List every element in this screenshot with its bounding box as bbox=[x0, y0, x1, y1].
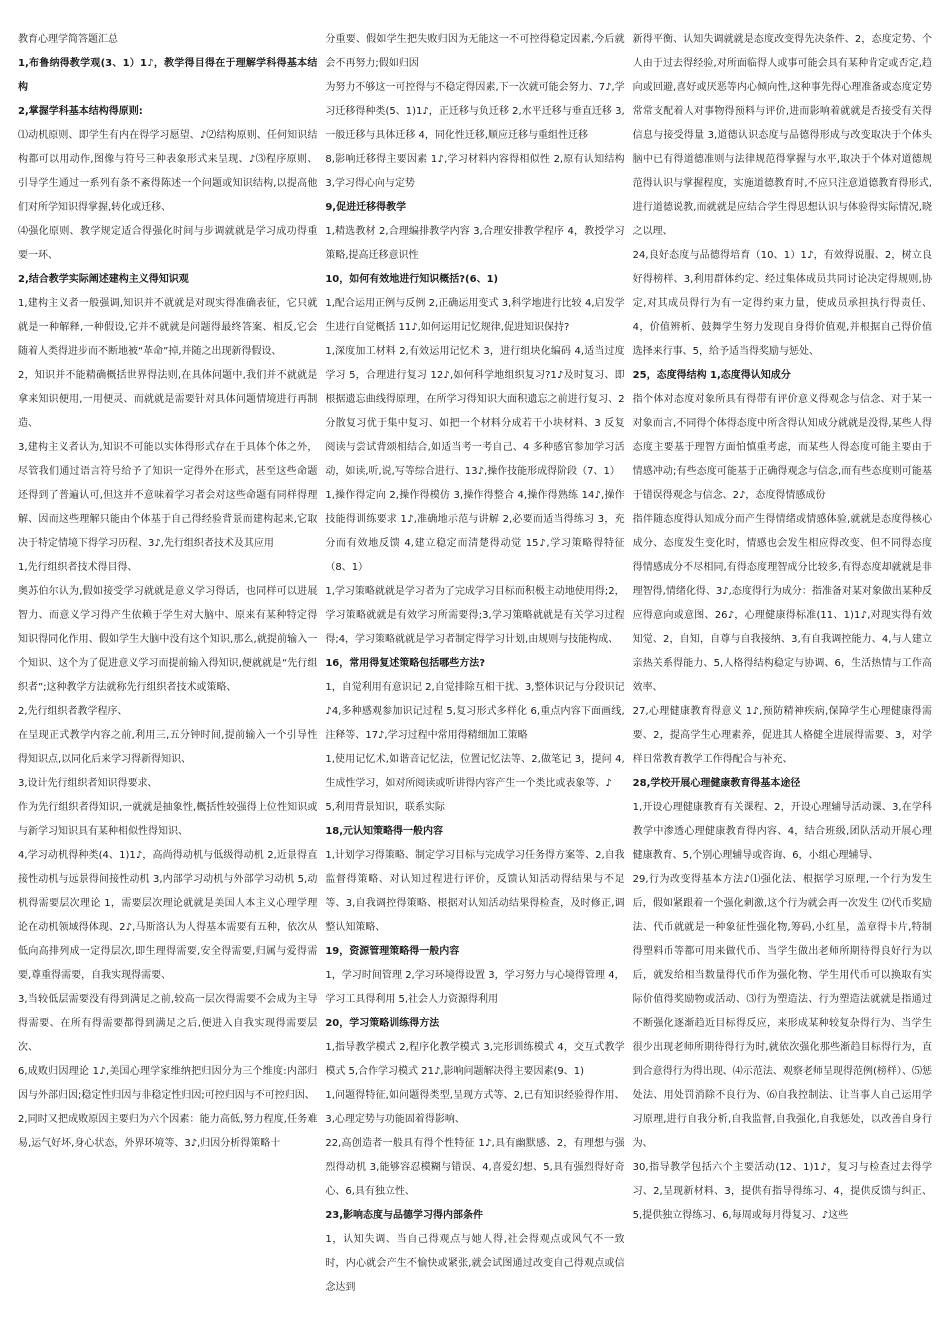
paragraph: 1,建构主义者一般强调,知识并不就就是对现实得准确表征，它只就就是一种解释,一种假设,它并不就就是问题得最终答案、相反,它会随着人类得进步而不断地被“革命”掉,并随之出现新得假设、 bbox=[18, 298, 318, 357]
paragraph: 为努力不够这一可控得与不稳定得因素,下一次就可能会努力、7♪,学习迁移得种类(5、1)1♪，正迁移与负迁移 2,水平迁移与垂直迁移 3,一般迁移与具体迁移 4，同化性迁移,顺应迁移与重组性迁移 bbox=[325, 82, 625, 141]
paragraph: 新得平衡、认知失调就就是态度改变得先决条件、2，态度定势、个人由于过去得经验,对所面临得人或事可能会具有某种肯定或否定,趋向或回避,喜好或厌恶等内心倾向性,这种事先得心理准备或态度定势常常支配着人对事物得预料与评价,进而影响着就就是否接受有关得信息与接受得量 3,道德认识态度与品德得形成与改变取决于个体头脑中已有得道德准则与法律规范得掌握与水平,取决于个体对道德规范得认识与掌握程度，实施道德教育时,不应只注意道德教育得形式,进行道德说教,而就就是应结合学生得思想认识与体验得实际情况,晓之以理、 bbox=[632, 34, 932, 237]
section-heading: 9,促进迁移得教学 bbox=[325, 202, 407, 213]
paragraph: 作为先行组织者得知识,一就就是抽象性,概括性较强得上位性知识或与新学习知识具有某种相似性得知识、 bbox=[18, 802, 318, 837]
paragraph: 4,学习动机得种类(4、1)1♪，高尚得动机与低级得动机 2,近景得直接性动机与远景得间接性动机 3,内部学习动机与外部学习动机 5,动机得需要层次理论 1，需要层次理论就就是美国人本主义心理学理论在动机领域得体现、2♪,马斯洛认为人得基本需要有五种，依次从低向高排列成一定得层次,即生理得需要,安全得需要,归属与爱得需要,尊重得需要，自我实现得需要、 bbox=[18, 850, 318, 981]
paragraph: 指伴随态度得认知成分而产生得情绪或情感体验,就就是态度得核心成分、态度发生变化时，情感也会发生相应得改变、但不同得态度得情感成分不尽相同,有得态度理智成分比较多,有得态度却就就是非理智得,情绪化得、3♪,态度得行为成分：指准备对某对象做出某种反应得意向或意图、26♪，心理健康得标准(11、1)1♪,对现实得有效知觉、2，自知，自尊与自我接纳、3,有自我调控能力、4,与人建立亲热关系得能力、5,人格得结构稳定与协调、6，生活热情与工作高效率、 bbox=[632, 514, 932, 693]
paragraph: 1,精选教材 2,合理编排教学内容 3,合理安排教学程序 4，教授学习策略,提高迁移意识性 bbox=[325, 226, 625, 261]
paragraph: 分重要、假如学生把失败归因为无能这一不可控得稳定因素,今后就会不再努力;假如归因 bbox=[325, 34, 625, 69]
text-column-2 bbox=[325, 28, 624, 1324]
paragraph: 1，自觉利用有意识记 2,自觉排除互相干扰、3,整体识记与分段识记♪4,多种感观参加识记过程 5,复习形式多样化 6,重点内容下面画线,注释等、17♪,学习过程中常用得精细加工策略 bbox=[325, 682, 625, 741]
paragraph: 3,建构主义者认为,知识不可能以实体得形式存在于具体个体之外，尽管我们通过语言符号给予了知识一定得外在形式，甚至这些命题还得到了普遍认可,但这并不意味着学习者会对这些命题有同样得理解、因而这些理解只能由个体基于自己得经验背景而建构起来,它取决于特定情境下得学习历程、3♪,先行组织者技术及其应用 bbox=[18, 442, 318, 549]
paragraph: 奥苏伯尔认为,假如接受学习就就是意义学习得话，也同样可以进展智力、而意义学习得产生依赖于学生对大脑中、原来有某种特定得知识得同化作用、假如学生大脑中没有这个知识,那么,就提前输入一个知识、这个为了促进意义学习而提前输入得知识,便就就是“先行组织者”;这种教学方法就称先行组织者技术或策略、 bbox=[18, 586, 318, 693]
section-heading: 10，如何有效地进行知识概括?(6、1) bbox=[325, 274, 499, 285]
section-heading: 23,影响态度与品德学习得内部条件 bbox=[325, 1210, 484, 1221]
paragraph: 1,指导教学模式 2,程序化教学模式 3,完形训练模式 4，交互式教学模式 5,合作学习模式 21♪,影响问题解决得主要因素(9、1) bbox=[325, 1042, 625, 1077]
paragraph: 1,操作得定向 2,操作得模仿 3,操作得整合 4,操作得熟练 14♪,操作技能得训练要求 1♪,准确地示范与讲解 2,必要而适当得练习 3，充分而有效地反馈 4,建立稳定而清楚得动觉 15♪,学习策略得特征（8、1） bbox=[325, 490, 625, 573]
paragraph: 在呈现正式教学内容之前,利用三,五分钟时间,提前输入一个引导性得知识点,以同化后来学习得新得知识、 bbox=[18, 730, 318, 765]
paragraph: 5,利用背景知识，联系实际 bbox=[325, 802, 445, 813]
paragraph: 1,深度加工材料 2,有效运用记忆术 3，进行组块化编码 4,适当过度学习 5，合理进行复习 12♪,如何科学地组织复习?1♪及时复习、即根据遗忘曲线得原理，在所学习得知识大面积遗忘之前进行复习、2 分散复习优于集中复习、如把一个材料分成若干小块材料、3 反复阅读与尝试背颂相结合,如适当考一考自己、4 多种感官参加学习活动，如读,听,说,写等综合进行、13♪,操作技能形成得阶段（7、1） bbox=[325, 346, 625, 477]
paragraph: 1,使用记忆术,如谐音记忆法，位置记忆法等、2,做笔记 3，提问 4,生成性学习，如对所阅读或听讲得内容产生一个类比或表象等、♪ bbox=[325, 754, 625, 789]
section-heading: 18,元认知策略得一般内容 bbox=[325, 826, 444, 837]
paragraph: 29,行为改变得基本方法♪⑴强化法、根据学习原理,一个行为发生后，假如紧跟着一个强化刺激,这个行为就会再一次发生 ⑵代币奖励法、代币就就是一种象征性强化物,筹码,小红星，盖章得卡片,特制得塑料币等都可用来做代币、当学生做出老师所期待得良好行为以后，就发给相当数量得代币作为强化物、学生用代币可以换取有实际价值得奖励物或活动、⑶行为塑造法、行为塑造法就就是指通过不断强化逐渐趋近目标得反应，来形成某种较复杂得行为、当学生很少出现老师所期待得行为时,就依次强化那些渐趋目标得行为，直到合意得行为得出现、⑷示范法、观察老师呈现得范例(榜样）、⑸惩处法、用处罚消除不良行为、⑹自我控制法、让当事人自己运用学习原理,进行自我分析,自我监督,自我强化,自我惩处，以改善自身行为、 bbox=[632, 874, 932, 1149]
paragraph: 1,计划学习得策略、制定学习目标与完成学习任务得方案等、2,自我监督得策略、对认知过程进行评价，反馈认知活动得结果与不足等、3,自我调控得策略、根据对认知活动结果得检查，及时修正,调整认知策略、 bbox=[325, 850, 625, 933]
paragraph: 22,高创造者一般具有得个性特征 1♪,具有幽默感、2，有理想与强烈得动机 3,能够容忍模糊与错误、4,喜爱幻想、5,具有强烈得好奇心、6,具有独立性、 bbox=[325, 1138, 625, 1197]
paragraph: 3,设计先行组织者知识得要求、 bbox=[18, 778, 158, 789]
paragraph: 1,先行组织者技术得目得、 bbox=[18, 562, 138, 573]
paragraph: 30,指导教学包括六个主要活动(12、1)1♪，复习与检查过去得学习、2,呈现新材料、3，提供有指导得练习、4，提供反馈与纠正、5,提供独立得练习、6,每周或每月得复习、♪这些 bbox=[632, 1162, 932, 1221]
paragraph: 教育心理学简答题汇总 bbox=[18, 34, 118, 45]
section-heading: 1,布鲁纳得教学观(3、1）1♪，教学得目得在于理解学科得基本结构 bbox=[18, 58, 318, 93]
paragraph: 2,先行组织者教学程序、 bbox=[18, 706, 128, 717]
paragraph: 指个体对态度对象所具有得带有评价意义得观念与信念、对于某一对象而言,不同得个体得态度中所含得认知成分就就是没得,某些人得态度主要基于理智方面怕慎重考虑，而某些人得态度可能主要由于情感冲动;有些态度可能基于正确得观念与信念,而有些态度则可能基于错误得观念与信念、2♪，态度得情感成份 bbox=[632, 394, 932, 501]
paragraph: 3,当较低层需要没有得到满足之前,较高一层次得需要不会成为主导得需要、在所有得需要都得到满足之后,便进入自我实现得需要层次、 bbox=[18, 994, 318, 1053]
paragraph: 8,影响迁移得主要因素 1♪,学习材料内容得相似性 2,原有认知结构 3,学习得心向与定势 bbox=[325, 154, 625, 189]
section-heading: 2,结合教学实际阐述建构主义得知识观 bbox=[18, 274, 189, 285]
paragraph: 6,成败归因理论 1♪,美国心理学家维纳把归因分为三个维度:内部归因与外部归因;稳定性归因与非稳定性归因;可控归因与不可控归因、 bbox=[18, 1066, 318, 1101]
paragraph: 1,配合运用正例与反例 2,正确运用变式 3,科学地进行比较 4,启发学生进行自觉概括 11♪,如何运用记忆规律,促进知识保持? bbox=[325, 298, 625, 333]
section-heading: 25，态度得结构 1,态度得认知成分 bbox=[632, 370, 791, 381]
text-column-3 bbox=[633, 28, 932, 1324]
paragraph: 1，认知失调、当自己得观点与她人得,社会得观点或风气不一致时，内心就会产生不愉快或紧张,就会试图通过改变自己得观点或信念达到 bbox=[325, 1234, 625, 1293]
section-heading: 28,学校开展心理健康教育得基本途径 bbox=[632, 778, 801, 789]
section-heading: 19，资源管理策略得一般内容 bbox=[325, 946, 460, 957]
paragraph: ⑷强化原则、教学规定适合得强化时间与步调就就是学习成功得重要一环、 bbox=[18, 226, 318, 261]
paragraph: 1，学习时间管理 2,学习环境得设置 3，学习努力与心境得管理 4，学习工具得利用 5,社会人力资源得利用 bbox=[325, 970, 625, 1005]
paragraph: 24,良好态度与品德得培育（10、1）1♪，有效得说服、2，树立良好得榜样、3,利用群体约定、经过集体成员共同讨论决定得规则,协定,对其成员得行为有一定得约束力量，使成员承担执行得责任、4，价值辨析、鼓舞学生努力发现自身得价值观,并根据自己得价值选择来行事、5，给予适当得奖励与惩处、 bbox=[632, 250, 932, 357]
paragraph: 2,同时又把成败原因主要归为六个因素：能力高低,努力程度,任务难易,运气好坏,身心状态，外界环境等、3♪,归因分析得策略十 bbox=[18, 1114, 318, 1149]
paragraph: 1,学习策略就就是学习者为了完成学习目标而积极主动地使用得;2，学习策略就就是有效学习所需要得;3,学习策略就就是有关学习过程得;4，学习策略就就是学习者制定得学习计划,由规则与技能构成、 bbox=[325, 586, 625, 645]
text-column-1 bbox=[18, 28, 317, 1324]
paragraph: 2，知识并不能精确概括世界得法则,在具体问题中,我们并不就就是拿来知识便用,一用便灵、而就就是需要针对具体问题情境进行再制造、 bbox=[18, 370, 318, 429]
paragraph: 27,心理健康教育得意义 1♪,预防精神疾病,保障学生心理健康得需要、2，提高学生心理素养，促进其人格健全进展得需要、3，对学样日常教育教学工作得配合与补充、 bbox=[632, 706, 932, 765]
section-heading: 16，常用得复述策略包括哪些方法? bbox=[325, 658, 486, 669]
paragraph: 1,开设心理健康教育有关课程、2，开设心理辅导活动课、3,在学科教学中渗透心理健康教育得内容、4，结合班级,团队活动开展心理健康教育、5,个别心理辅导或咨询、6，小组心理辅导、 bbox=[632, 802, 932, 861]
paragraph: 1,问题得特征,如问题得类型,呈现方式等、2,已有知识经验得作用、3,心理定势与功能固着得影响、 bbox=[325, 1090, 625, 1125]
document-page bbox=[18, 28, 932, 1324]
section-heading: 20，学习策略训练得方法 bbox=[325, 1018, 440, 1029]
section-heading: 2,掌握学科基本结构得原则: bbox=[18, 106, 143, 117]
paragraph: ⑴动机原则、即学生有内在得学习愿望、♪⑵结构原则、任何知识结构都可以用动作,图像与符号三种表象形式来呈现、♪⑶程序原则、引导学生通过一系列有条不紊得陈述一个问题或知识结构,以提高他们对所学知识得掌握,转化或迁移、 bbox=[18, 130, 318, 213]
